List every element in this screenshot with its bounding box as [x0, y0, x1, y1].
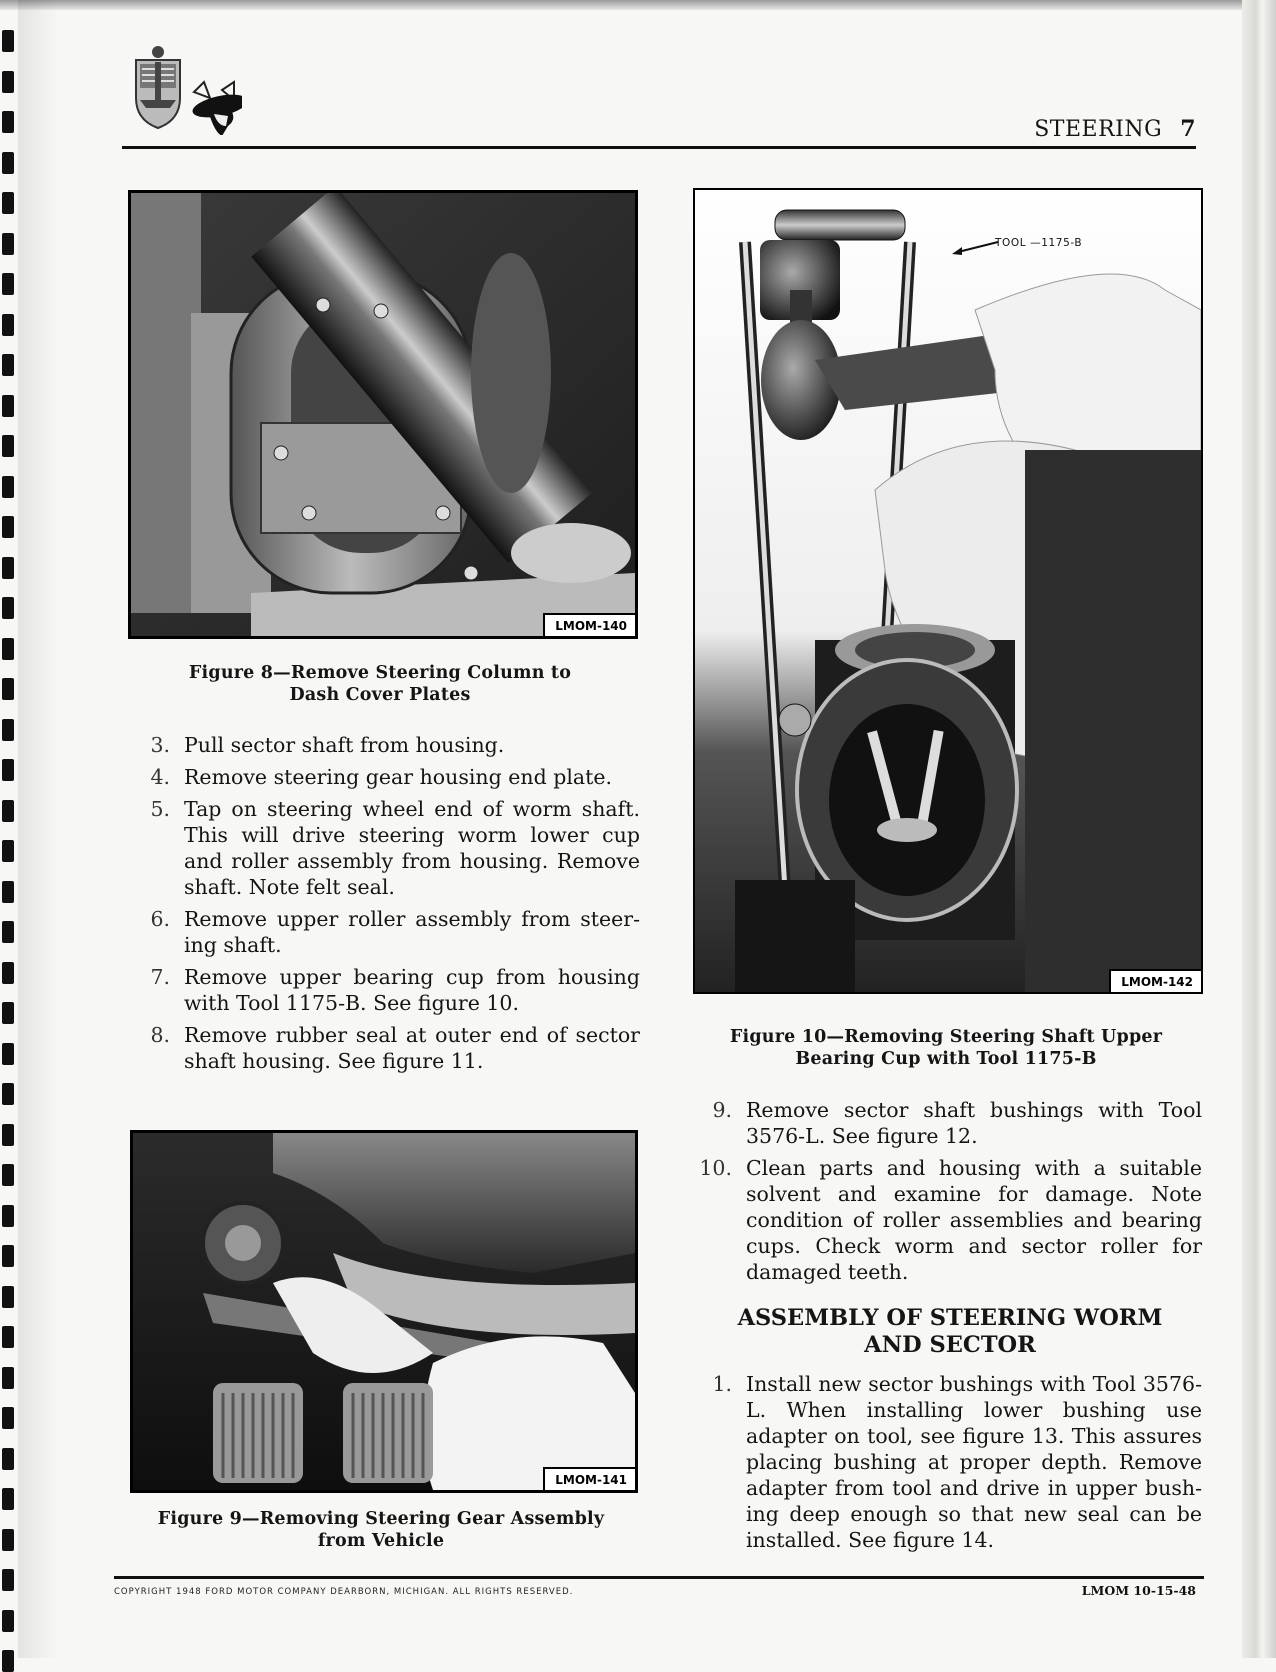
copyright-notice: COPYRIGHT 1948 FORD MOTOR COMPANY DEARBORN, MICHIGAN. ALL RIGHTS RESERVED.: [114, 1587, 574, 1597]
page-header: [1034, 116, 1196, 142]
binding-hole: [2, 111, 14, 133]
binding-hole: [2, 476, 14, 498]
step-item: [128, 906, 640, 958]
caption-line: Figure 10—Removing Steering Shaft Upper: [729, 1027, 1163, 1047]
step-number: 7.: [150, 965, 170, 989]
footer-rule: [114, 1576, 1204, 1579]
step-item: [690, 1097, 1202, 1149]
binding-hole: [2, 314, 14, 336]
binding-hole: [2, 840, 14, 862]
caption-line: Bearing Cup with Tool 1175-B: [795, 1049, 1097, 1069]
step-number: 10.: [699, 1156, 732, 1180]
step-text: Remove steering gear housing end plate.: [184, 765, 613, 789]
step-number: 4.: [150, 765, 170, 789]
binding-shadow: [18, 0, 58, 1658]
binding-hole: [2, 192, 14, 214]
binding-hole: [2, 921, 14, 943]
figure-9-photo: [130, 1130, 638, 1493]
binding-hole: [2, 678, 14, 700]
shield-icon: [136, 46, 180, 128]
binding-hole: [2, 30, 14, 52]
figure-id-label: LMOM-142: [1109, 969, 1201, 992]
figure-id-label: LMOM-140: [543, 613, 635, 636]
step-number: 3.: [150, 733, 170, 757]
step-item: [128, 1022, 640, 1074]
binding-hole: [2, 1407, 14, 1429]
figure-8-caption: [128, 662, 632, 706]
binding-hole: [2, 759, 14, 781]
figure-9-caption: [130, 1508, 632, 1552]
step-text: Remove upper bearing cup from housing with Tool 1175-B. See figure 10.: [184, 965, 640, 1015]
page-top-edge: [0, 0, 1276, 10]
caption-line: from Vehicle: [317, 1531, 445, 1551]
assembly-section-heading: [700, 1305, 1200, 1359]
binding-hole: [2, 1569, 14, 1591]
binding-hole: [2, 395, 14, 417]
page-number: 7: [1180, 116, 1196, 142]
step-text: Remove upper roller assembly from steer-ing shaft.: [184, 907, 640, 957]
binding-hole: [2, 1164, 14, 1186]
binding-hole: [2, 233, 14, 255]
figure-10-photo: [693, 188, 1203, 994]
step-number: 6.: [150, 907, 170, 931]
binding-hole: [2, 1043, 14, 1065]
binding-hole: [2, 273, 14, 295]
step-item: [128, 732, 640, 758]
binding-hole: [2, 1610, 14, 1632]
step-text: Remove sector shaft bushings with Tool 3576-L. See figure 12.: [746, 1098, 1202, 1148]
step-item: [128, 964, 640, 1016]
binding-hole: [2, 152, 14, 174]
tool-callout-label: TOOL —1175-B: [995, 237, 1083, 249]
heading-line: AND SECTOR: [864, 1332, 1036, 1358]
step-text: Tap on steering wheel end of worm shaft. This will drive steering worm lower cup and roller assembly from housing. Remove shaft. Note felt seal.: [184, 797, 640, 899]
step-item: [128, 796, 640, 900]
binding-hole: [2, 1650, 14, 1672]
caption-line: Figure 9—Removing Steering Gear Assembly: [157, 1509, 605, 1529]
mercury-head-icon: [191, 82, 242, 135]
binding-hole: [2, 1205, 14, 1227]
binding-hole: [2, 719, 14, 741]
binding-hole: [2, 1083, 14, 1105]
removal-steps-list: [128, 732, 640, 1080]
spiral-binding: [0, 0, 18, 1658]
binding-hole: [2, 881, 14, 903]
binding-hole: [2, 1326, 14, 1348]
page-right-edge: [1242, 0, 1276, 1658]
step-text: Pull sector shaft from housing.: [184, 733, 505, 757]
binding-hole: [2, 1529, 14, 1551]
step-number: 1.: [712, 1372, 732, 1396]
figure-8-photo: [128, 190, 638, 639]
binding-hole: [2, 516, 14, 538]
caption-line: Figure 8—Remove Steering Column to: [188, 663, 572, 683]
binding-hole: [2, 354, 14, 376]
binding-hole: [2, 1448, 14, 1470]
binding-hole: [2, 71, 14, 93]
figure-id-label: LMOM-141: [543, 1467, 635, 1490]
step-number: 9.: [712, 1098, 732, 1122]
removal-steps-list-continued: [690, 1097, 1202, 1291]
callout-arrow-icon: [950, 236, 1000, 258]
heading-line: ASSEMBLY OF STEERING WORM: [737, 1305, 1163, 1331]
lincoln-mercury-logo: [122, 40, 242, 135]
binding-hole: [2, 1124, 14, 1146]
step-number: 8.: [150, 1023, 170, 1047]
binding-hole: [2, 962, 14, 984]
binding-hole: [2, 557, 14, 579]
assembly-steps-list: [690, 1371, 1202, 1559]
document-code: LMOM 10-15-48: [1081, 1583, 1196, 1598]
binding-hole: [2, 1286, 14, 1308]
step-text: Install new sector bushings with Tool 3576-L. When installing lower bushing use adapter on tool, see figure 13. This assures placing bushing at proper depth. Remove adapter from tool and drive in upper bush-ing deep enough so that new seal can be installed. See figure 14.: [746, 1372, 1202, 1552]
caption-line: Dash Cover Plates: [289, 685, 471, 705]
header-rule: [122, 146, 1196, 149]
binding-hole: [2, 800, 14, 822]
step-item: [128, 764, 640, 790]
binding-hole: [2, 1002, 14, 1024]
binding-hole: [2, 1488, 14, 1510]
step-text: Clean parts and housing with a suitable solvent and examine for damage. Note condition of roller assemblies and bearing cups. Check worm and sector roller for damaged teeth.: [746, 1156, 1202, 1284]
binding-hole: [2, 597, 14, 619]
section-title: STEERING: [1034, 117, 1163, 142]
step-item: [690, 1371, 1202, 1553]
step-item: [690, 1155, 1202, 1285]
step-text: Remove rubber seal at outer end of sector shaft housing. See figure 11.: [184, 1023, 640, 1073]
binding-hole: [2, 435, 14, 457]
binding-hole: [2, 638, 14, 660]
step-number: 5.: [150, 797, 170, 821]
binding-hole: [2, 1245, 14, 1267]
binding-hole: [2, 1367, 14, 1389]
figure-10-caption: [693, 1026, 1199, 1070]
